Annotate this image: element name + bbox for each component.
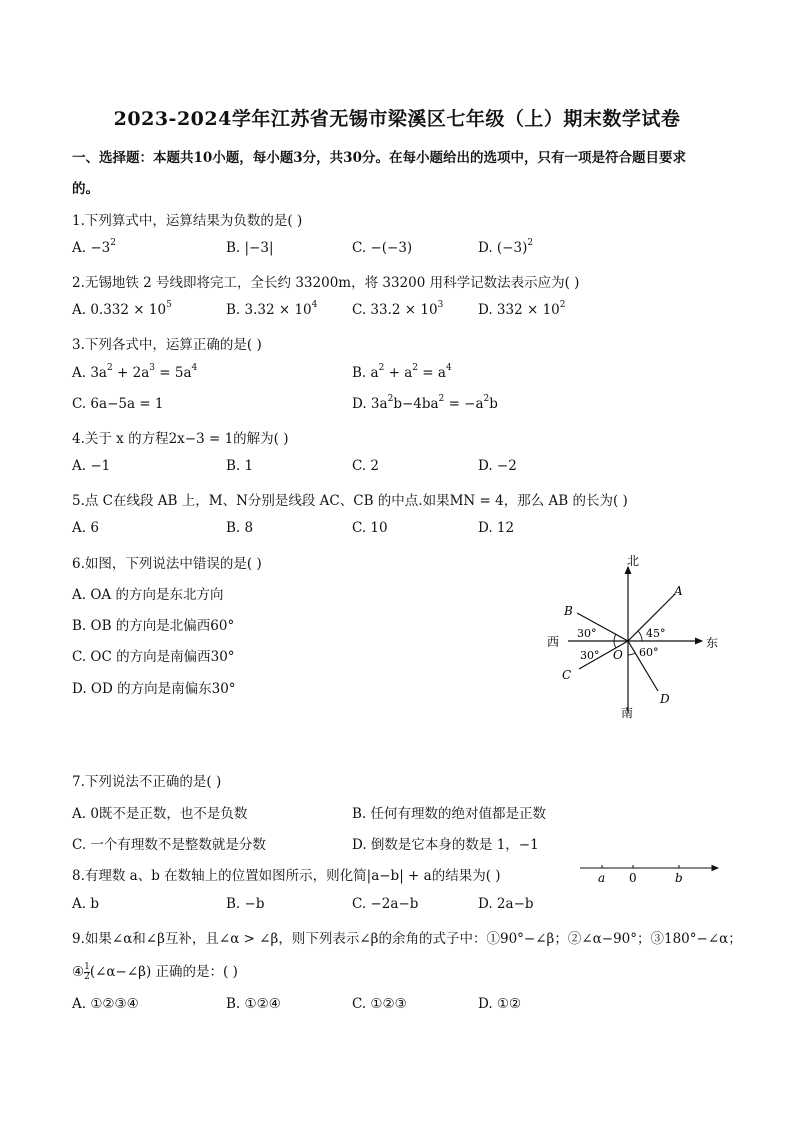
q9-option-b: B. ①②④ xyxy=(226,996,281,1012)
section-instructions-line1: 一、选择题：本题共10小题，每小题3分，共30分。在每小题给出的选项中，只有一项是符合题目要求 xyxy=(72,150,686,166)
angle-arc-30-upper xyxy=(614,634,616,641)
question-4-stem: 4.关于 x 的方程2x−3 = 1的解为( ) xyxy=(72,431,289,447)
q1-option-c: C. −(−3) xyxy=(352,240,413,256)
label-angle-30-upper: 30° xyxy=(577,627,597,640)
q5-option-a: A. 6 xyxy=(72,520,99,536)
q3-option-d: D. $3a^2b-4ba^2 = -a^2b$ xyxy=(352,393,498,412)
q6-option-d: D. OD 的方向是南偏东30° xyxy=(72,681,236,697)
q7-option-b: B. 任何有理数的绝对值都是正数 xyxy=(352,806,547,822)
q8-option-d: D. 2a−b xyxy=(478,896,534,912)
compass-direction-figure xyxy=(530,545,730,725)
angle-arc-45 xyxy=(638,631,642,641)
question-9-stem-line2: ④ $\frac{1}{2}$ (∠α−∠β) 正确的是：( ) xyxy=(72,962,238,982)
q8-option-c: C. −2a−b xyxy=(352,896,419,912)
q1-option-b: B. |−3| xyxy=(226,240,274,256)
q2-option-c: C. $33.2 \times 10^3$ xyxy=(352,299,444,318)
q4-option-a: A. −1 xyxy=(72,458,111,474)
label-east: 东 xyxy=(706,636,719,650)
label-a: A xyxy=(674,584,683,598)
angle-arc-60 xyxy=(628,653,635,655)
question-2-stem: 2.无锡地铁 2 号线即将完工，全长约 33200m，将 33200 用科学记数法表示应为( ) xyxy=(72,275,580,291)
q4-option-b: B. 1 xyxy=(226,458,254,474)
q5-option-c: C. 10 xyxy=(352,520,388,536)
label-south: 南 xyxy=(621,706,634,720)
label-b: B xyxy=(564,604,573,618)
question-5-stem: 5.点 C在线段 AB 上，M、N分别是线段 AC、CB 的中点.如果MN = 4，那么 AB 的长为( ) xyxy=(72,493,628,509)
question-1-stem: 1.下列算式中，运算结果为负数的是( ) xyxy=(72,213,303,229)
q3-option-a: A. $3a^2 + 2a^3 = 5a^4$ xyxy=(72,362,198,381)
q4-option-d: D. −2 xyxy=(478,458,517,474)
q7-option-a: A. 0既不是正数，也不是负数 xyxy=(72,806,248,822)
q6-option-a: A. OA 的方向是东北方向 xyxy=(72,587,224,603)
label-west: 西 xyxy=(547,635,560,649)
q9-option-c: C. ①②③ xyxy=(352,996,407,1012)
q3-option-c: C. 6a−5a = 1 xyxy=(72,396,164,412)
question-7-stem: 7.下列说法不正确的是( ) xyxy=(72,774,222,790)
label-o: O xyxy=(613,648,623,662)
question-6-stem: 6.如图，下列说法中错误的是( ) xyxy=(72,556,262,572)
q8-option-b: B. −b xyxy=(226,896,265,912)
number-line-figure xyxy=(578,858,726,886)
label-b: b xyxy=(675,871,683,885)
q6-option-c: C. OC 的方向是南偏西30° xyxy=(72,649,235,665)
label-zero: 0 xyxy=(629,871,637,885)
label-a: a xyxy=(598,871,606,885)
q5-option-d: D. 12 xyxy=(478,520,515,536)
label-angle-45: 45° xyxy=(646,627,666,640)
q1-option-d: D. $(-3)^2$ xyxy=(478,237,534,256)
question-8-stem: 8.有理数 a、b 在数轴上的位置如图所示，则化简|a−b| + a的结果为( ) xyxy=(72,868,501,884)
q9-option-d: D. ①② xyxy=(478,996,522,1012)
q7-option-d: D. 倒数是它本身的数是 1，−1 xyxy=(352,837,539,853)
label-north: 北 xyxy=(627,554,640,568)
fraction-one-half: $\frac{1}{2}$ xyxy=(84,962,90,982)
q2-option-d: D. $332 \times 10^2$ xyxy=(478,299,566,318)
label-c: C xyxy=(562,668,572,682)
exam-title: 2023-2024学年江苏省无锡市梁溪区七年级（上）期末数学试卷 xyxy=(113,108,681,130)
q8-option-a: A. b xyxy=(72,896,99,912)
q1-option-a: A. $-3^2$ xyxy=(72,237,116,256)
q5-option-b: B. 8 xyxy=(226,520,254,536)
label-d: D xyxy=(660,692,670,706)
q7-option-c: C. 一个有理数不是整数就是分数 xyxy=(72,837,266,853)
question-3-stem: 3.下列各式中，运算正确的是( ) xyxy=(72,337,262,353)
section-instructions-line2: 的。 xyxy=(72,181,99,197)
q9-option-a: A. ①②③④ xyxy=(72,996,139,1012)
q6-option-b: B. OB 的方向是北偏西60° xyxy=(72,618,235,634)
label-angle-60: 60° xyxy=(639,646,659,659)
q4-option-c: C. 2 xyxy=(352,458,380,474)
label-angle-30-lower: 30° xyxy=(580,649,600,662)
q3-option-b: B. $a^2 + a^2 = a^4$ xyxy=(352,362,452,381)
q2-option-a: A. $0.332 \times 10^5$ xyxy=(72,299,172,318)
q2-option-b: B. $3.32 \times 10^4$ xyxy=(226,299,318,318)
angle-arc-30-lower xyxy=(614,641,616,648)
question-9-stem: 9.如果∠α和∠β互补，且∠α > ∠β，则下列表示∠β的余角的式子中：①90°−∠β；②∠α−90°；③180°−∠α； xyxy=(72,931,742,947)
